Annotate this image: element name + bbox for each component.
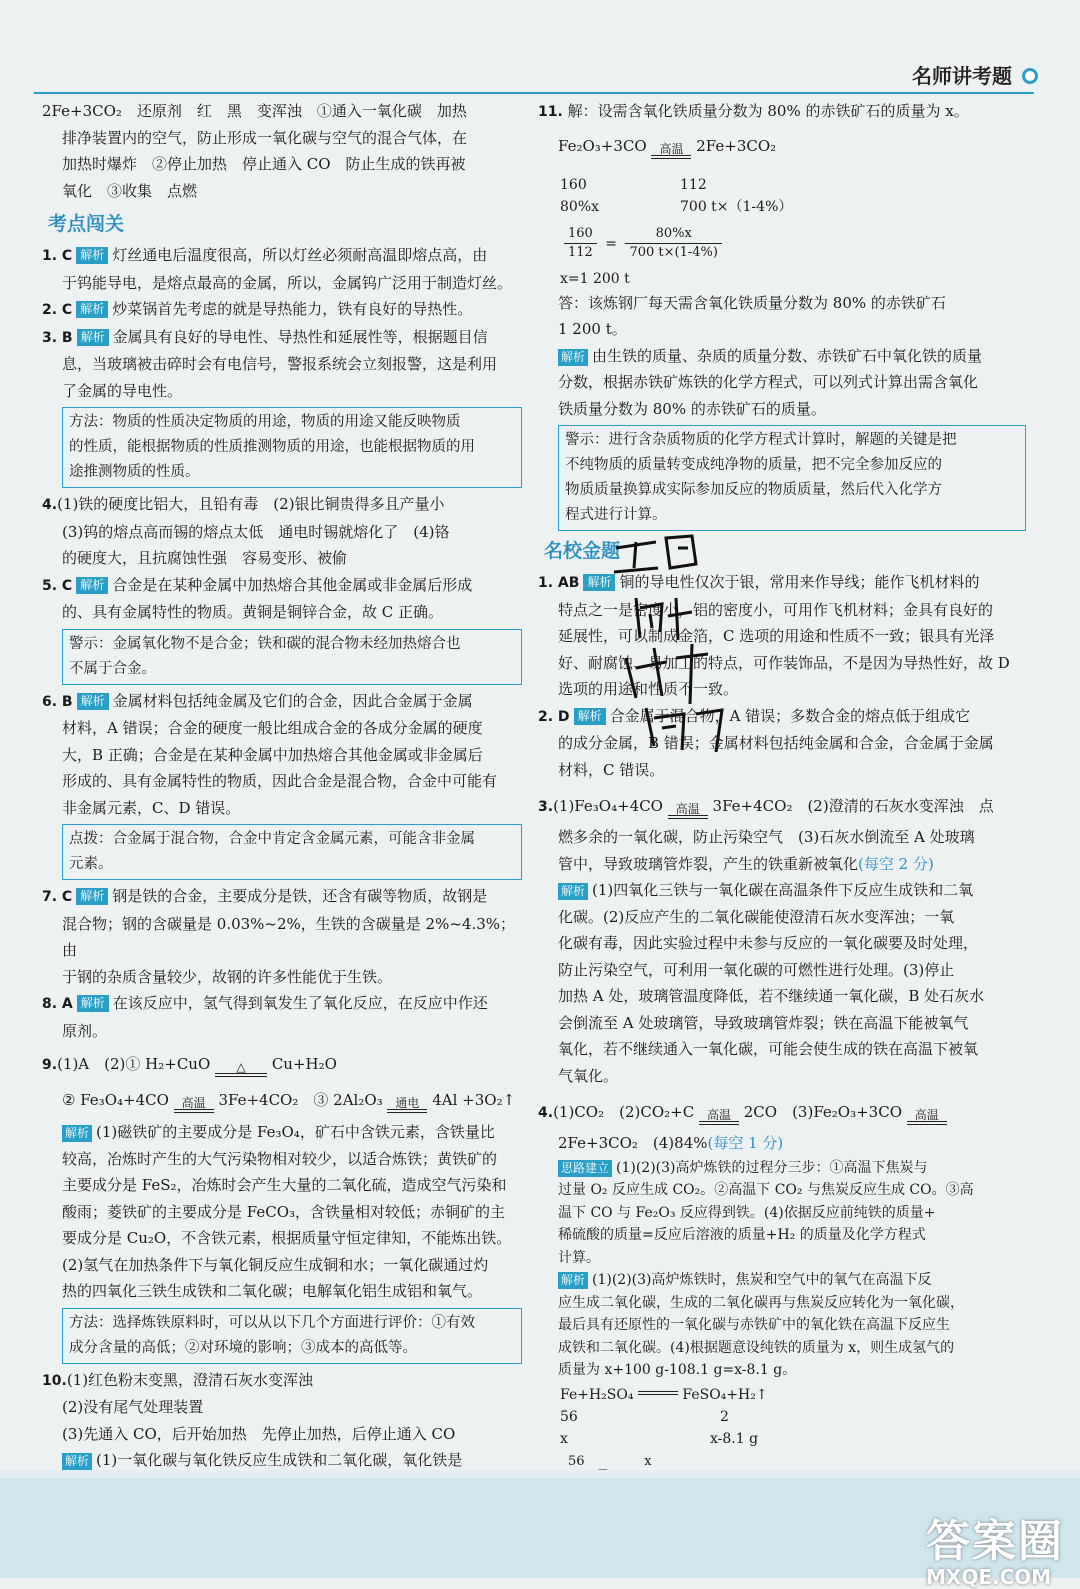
answer-text: 的、具有金属特性的物质。黄铜是铜锌合金，故 C 正确。 — [62, 603, 444, 621]
question-1 — [42, 242, 522, 296]
answer-text: 金属具有良好的导电性、导热性和延展性等，根据题目信 — [112, 327, 488, 346]
answer-text: 解：设需含氧化铁质量分数为 80% 的赤铁矿石的质量为 x。 — [567, 102, 969, 120]
answer-text: 合金是在某种金属中加热熔合其他金属或非金属后形成 — [112, 575, 473, 594]
warning-box — [62, 629, 522, 685]
box-text: 成分含量的高低；②对环境的影响；③成本的高低等。 — [69, 1339, 417, 1356]
answer-text: 灯丝通电后温度很高，所以灯丝必须耐高温即熔点高，由 — [112, 246, 488, 264]
analysis-tag: 解析 — [76, 888, 108, 905]
method-box — [62, 1308, 522, 1364]
box-text: 元素。 — [69, 856, 113, 872]
answer-text: 息，当玻璃被击碎时会有电信号，警报系统会立刻报警，这是利用 — [62, 355, 498, 373]
analysis-tag: 解析 — [77, 329, 109, 346]
answer-text: 于钢的杂质含量较少，故钢的许多性能优于生铁。 — [62, 967, 393, 986]
answer-text: 温下 CO 与 Fe₂O₃ 反应得到铁。(4)依据反应前纯铁的质量+ — [558, 1204, 936, 1221]
equation-arrow — [651, 143, 691, 159]
answer-text: 在该反应中，氢气得到氧发生了氧化反应，在反应中作还 — [112, 994, 488, 1012]
answer-text: 会倒流至 A 处玻璃管，导致玻璃管炸裂；铁在高温下能被氧气 — [558, 1013, 969, 1032]
answer-text: 氧化，若不继续通入一氧化碳，可能会使生成的铁在高温下被氧 — [558, 1040, 979, 1058]
answer-text: 燃多余的一氧化碳，防止污染空气 (3)石灰水倒流至 A 处玻璃 — [558, 828, 975, 846]
question-number: 1. C — [42, 248, 73, 264]
answer-text: 主要成分是 FeS₂，冶炼时会产生大量的二氧化硫，造成空气污染和 — [62, 1176, 507, 1194]
watermark-url: MXQE.COM — [926, 1565, 1052, 1589]
question-number: 9. — [42, 1057, 58, 1073]
watermark — [926, 1505, 1064, 1589]
analysis-tag: 解析 — [574, 708, 606, 725]
equation-text: Fe₂O₃+3CO — [558, 136, 647, 155]
answer-text: (1)红色粉末变黑，澄清石灰水变浑浊 — [66, 1370, 314, 1389]
answer-text: 加热 A 处，玻璃管温度降低，若不继续通一氧化碳，B 处石灰水 — [558, 987, 985, 1005]
equation-arrow — [638, 1391, 678, 1395]
analysis-tag: 解析 — [558, 349, 588, 366]
box-text: 警示：金属氧化物不是合金；铁和碳的混合物未经加热熔合也 — [69, 635, 461, 652]
answer-text: 分数，根据赤铁矿炼铁的化学方程式，可以列式计算出需含氧化 — [558, 373, 979, 391]
answer-text: 混合物；钢的含碳量是 0.03%~2%，生铁的含碳量是 2%~4.3%；由 — [62, 914, 516, 959]
answer-text: 于钨能导电，是熔点最高的金属，所以，金属钨广泛用于制造灯丝。 — [62, 273, 513, 292]
answer-text: (3)钨的熔点高而锡的熔点太低 通电时锡就熔化了 (4)铬 — [62, 522, 450, 541]
question-3 — [42, 324, 522, 405]
answer-text: (1)一氧化碳与氧化铁反应生成铁和二氧化碳，氧化铁是 — [96, 1451, 463, 1469]
equation-text: Cu+H₂O — [271, 1055, 337, 1073]
analysis-tag: 解析 — [558, 1272, 588, 1289]
header-title: 名师讲考题 — [912, 64, 1012, 88]
answer-text: 稀硫酸的质量=反应后溶液的质量+H₂ 的质量及化学方程式 — [558, 1227, 926, 1243]
answer-text: 的硬度大，且抗腐蚀性强 容易变形、被偷 — [62, 549, 348, 567]
watermark-logo: 答案圈 — [926, 1516, 1064, 1567]
left-column — [42, 98, 522, 1580]
answer-text: 质量为 x+100 g-108.1 g=x-8.1 g。 — [558, 1362, 797, 1378]
condition-text: 高温 — [706, 1108, 731, 1122]
answer-text: 计算。 — [558, 1249, 600, 1266]
analysis-tag: 解析 — [76, 577, 108, 594]
answer-text: 铜的导电性仅次于银，常用来作导线；能作飞机材料的 — [619, 573, 980, 591]
answer-text: 延展性，可以制成金箔，C 选项的用途和性质不一致；银具有光泽 — [558, 627, 995, 645]
question-2 — [42, 296, 522, 324]
answer-text: 合金属于混合物，A 错误；多数合金的熔点低于组成它 — [609, 706, 971, 725]
intro-line: 排净装置内的空气，防止形成一氧化碳与空气的混合气体，在 — [62, 128, 468, 147]
condition-text: △ — [236, 1060, 246, 1074]
equation-text: ② Fe₃O₄+4CO — [62, 1091, 169, 1109]
question-number: 11. — [538, 104, 563, 120]
answer-text: (1)(2)(3)高炉炼铁时，焦炭和空气中的氧气在高温下反 — [592, 1272, 932, 1288]
equation-text: (1)A (2)① H₂+CuO — [57, 1055, 211, 1073]
analysis-tag: 解析 — [62, 1125, 92, 1142]
equation-arrow — [699, 1109, 739, 1125]
answer-text: 要成分是 Cu₂O，不含铁元素，根据质量守恒定律知，不能炼出铁。 — [62, 1229, 512, 1247]
fraction-top: 56 — [564, 1453, 589, 1472]
answer-text: 较高，冶炼时产生的大气污染物相对较少，以适合炼铁；黄铁矿的 — [62, 1149, 498, 1168]
question-8 — [42, 990, 522, 1044]
question-number: 4. — [42, 497, 58, 513]
right-question-3 — [538, 789, 1026, 1089]
equation-arrow — [907, 1109, 947, 1125]
tip-box — [62, 824, 522, 880]
score-note: (每空 2 分) — [858, 854, 934, 873]
mass-value: x-8.1 g — [710, 1430, 759, 1447]
answer-text: 了金属的导电性。 — [62, 381, 183, 400]
answer-text: (1)磁铁矿的主要成分是 Fe₃O₄，矿石中含铁元素，含铁量比 — [96, 1123, 495, 1141]
answer-text: 气氧化。 — [558, 1066, 619, 1085]
box-text: 方法：物质的性质决定物质的用途，物质的用途又能反映物质 — [69, 414, 461, 430]
question-6 — [42, 688, 522, 822]
answer-text: 酸雨；菱铁矿的主要成分是 FeCO₃，含铁量相对较低；赤铜矿的主 — [62, 1202, 506, 1221]
answer-text: 材料，A 错误；合金的硬度一般比组成合金的各成分金属的硬度 — [62, 719, 483, 737]
equation-arrow — [387, 1097, 427, 1113]
box-text: 的性质，能根据物质的性质推测物质的用途，也能根据物质的用 — [69, 439, 475, 455]
analysis-tag: 解析 — [583, 574, 615, 591]
box-text: 途推测物质的性质。 — [69, 464, 200, 480]
analysis-tag: 解析 — [76, 247, 108, 264]
answer-text: (1)铁的硬度比铝大，且铅有毒 (2)银比铜贵得多且产量小 — [57, 495, 445, 513]
intro-line: 加热时爆炸 ②停止加热 停止通入 CO 防止生成的铁再被 — [62, 155, 466, 173]
answer-text: 过量 O₂ 反应生成 CO₂。②高温下 CO₂ 与焦炭反应生成 CO。③高 — [558, 1182, 974, 1198]
header-rule — [34, 92, 1034, 94]
analysis-tag: 解析 — [77, 693, 109, 710]
box-text: 点拨：合金属于混合物，合金中肯定含金属元素，可能含非金属 — [69, 831, 475, 847]
equation-arrow — [215, 1061, 267, 1077]
answer-text: 炒菜锅首先考虑的就是导热能力，铁有良好的导热性。 — [112, 300, 473, 318]
mass-value: 112 — [680, 176, 707, 193]
answer-text: 化碳有毒，因此实验过程中未参与反应的一氧化碳要及时处理， — [558, 934, 979, 952]
intro-block — [42, 98, 522, 204]
question-number: 8. A — [42, 996, 73, 1012]
answer-text: 由生铁的质量、杂质的质量分数、赤铁矿石中氧化铁的质量 — [592, 346, 983, 365]
mass-value: x — [560, 1430, 568, 1447]
fraction-bottom: 700 t×(1-4%) — [629, 245, 718, 260]
fraction-top: x — [617, 1453, 678, 1472]
answer-text: 钢是铁的合金，主要成分是铁，还含有碳等物质，故钢是 — [112, 887, 488, 905]
intro-line: 氧化 ③收集 点燃 — [62, 181, 198, 200]
mass-value: 56 — [560, 1408, 578, 1425]
analysis-tag: 解析 — [62, 1453, 92, 1470]
question-number: 2. C — [42, 302, 73, 318]
question-number: 3. B — [42, 329, 73, 346]
fraction — [564, 225, 597, 262]
fraction-bottom: 112 — [568, 245, 593, 260]
fraction — [625, 225, 722, 262]
answer-text: (2)氢气在加热条件下与氧化铜反应生成铜和水；一氧化碳通过灼 — [62, 1255, 489, 1274]
answer-text: 形成的、具有金属特性的物质，因此合金是混合物，合金中可能有 — [62, 772, 498, 790]
box-text: 物质质量换算成实际参加反应的物质质量，然后代入化学方 — [565, 482, 942, 498]
question-11: 11. 解：设需含氧化铁质量分数为 80% 的赤铁矿石的质量为 x。 Fe₂O₃+3CO 高温 2Fe+3CO₂ 160 112 80%x 700 t×（1-4%） $\frac{160}{112}$ = $\frac{80\%x}{700 t\times(1-4\%)}$ x=1 200 t 答：该炼钢厂每天需含氧化铁质量分数为 80% 的赤铁矿石 1 200 t。 解析 由生铁的质量、杂质的质量分数、赤铁矿石中氧化铁的质量 分数，根据赤铁矿炼铁的化学方程式，可以列式计算出需含氧化 铁质量分数为 80% 的赤铁矿石的质量。 — [538, 98, 1026, 422]
mass-value: 80%x — [560, 198, 600, 215]
analysis-tag: 解析 — [76, 301, 108, 318]
right-question-4 — [538, 1095, 1026, 1494]
answer-text: (3)先通入 CO，后开始加热 先停止加热，后停止通入 CO — [62, 1424, 456, 1443]
equation-text: (1)Fe₃O₄+4CO — [553, 797, 663, 815]
analysis-tag: 解析 — [558, 883, 588, 900]
answer-text: 好、耐腐蚀、易加工的特点，可作装饰品，不是因为导热性好，故 D — [558, 653, 1010, 672]
answer-text: 原剂。 — [62, 1021, 108, 1040]
answer-text: 答：该炼钢厂每天需含氧化铁质量分数为 80% 的赤铁矿石 — [558, 293, 946, 312]
question-number: 6. B — [42, 693, 73, 710]
result-text: x=1 200 t — [560, 270, 630, 287]
box-text: 警示：进行含杂质物质的化学方程式计算时，解题的关键是把 — [565, 432, 957, 448]
answer-text: 最后具有还原性的一氧化碳与赤铁矿中的氧化铁在高温下反应生 — [558, 1317, 950, 1333]
question-number: 7. C — [42, 889, 73, 905]
equation-arrow — [174, 1097, 214, 1113]
analysis-tag: 解析 — [77, 995, 109, 1012]
equation-text: 2CO (3)Fe₂O₃+3CO — [743, 1103, 902, 1121]
answer-text: 金属材料包括纯金属及它们的合金，因此合金属于金属 — [112, 691, 473, 710]
intro-line: 2Fe+3CO₂ 还原剂 红 黑 变浑浊 ①通入一氧化碳 加热 — [42, 102, 467, 120]
answer-text: 应生成二氧化碳，生成的二氧化碳再与焦炭反应转化为一氧化碳， — [558, 1294, 964, 1311]
mass-value: 2 — [720, 1408, 729, 1425]
equation-text: 3Fe+4CO₂ (2)澄清的石灰水变浑浊 点 — [712, 797, 994, 815]
answer-text: 管中，导致玻璃管炸裂，产生的铁重新被氧化 — [558, 854, 859, 873]
section-title-mingxiao: 名校金题 — [544, 540, 621, 562]
equation-text: 3Fe+4CO₂ — [218, 1091, 299, 1109]
question-5 — [42, 572, 522, 626]
answer-text: (1)四氧化三铁与一氧化碳在高温条件下反应生成铁和二氧 — [592, 881, 974, 899]
answer-text: 非金属元素，C、D 错误。 — [62, 798, 241, 817]
answer-text: 的成分金属，B 错误；金属材料包括纯金属和合金，合金属于金属 — [558, 734, 994, 752]
box-text: 程式进行计算。 — [565, 507, 667, 523]
answer-text: (2)没有尾气处理装置 — [62, 1398, 204, 1416]
equation-text: 2Fe+3CO₂ — [696, 136, 777, 155]
thinking-tag: 思路建立 — [558, 1160, 612, 1177]
condition-text: 高温 — [914, 1108, 939, 1122]
section-title-kaodian: 考点闯关 — [48, 213, 125, 235]
answer-text: 热的四氧化三铁生成铁和二氧化碳；电解氧化铝生成铝和氧气。 — [62, 1282, 483, 1300]
header-dot-icon — [1022, 68, 1038, 84]
score-note: (每空 1 分) — [707, 1134, 784, 1152]
answer-text: 化碳。(2)反应产生的二氧化碳能使澄清石灰水变浑浊；一氧 — [558, 907, 955, 926]
answer-text: 材料，C 错误。 — [558, 760, 665, 779]
mass-value: 700 t×（1-4%） — [680, 198, 793, 215]
method-box — [62, 407, 522, 488]
equation-arrow — [668, 803, 708, 819]
question-7 — [42, 883, 522, 990]
equation-text: 4Al +3O₂↑ — [432, 1091, 516, 1109]
handwriting-scribble — [596, 528, 746, 758]
condition-text: 高温 — [659, 141, 684, 156]
footer-band — [0, 1478, 1080, 1578]
box-text: 不属于合金。 — [69, 660, 156, 677]
answer-text: 成铁和二氧化碳。(4)根据题意设纯铁的质量为 x，则生成氢气的 — [558, 1339, 955, 1356]
equation-text: ③ 2Al₂O₃ — [313, 1091, 383, 1109]
condition-text: 高温 — [675, 802, 700, 816]
equation-text: (1)CO₂ (2)CO₂+C — [553, 1103, 695, 1121]
answer-text: (1)(2)(3)高炉炼铁的过程分三步：①高温下焦炭与 — [616, 1159, 928, 1176]
equation-text: Fe+H₂SO₄ — [560, 1386, 634, 1403]
question-number: 5. C — [42, 577, 73, 594]
question-number: 2. D — [538, 708, 570, 725]
condition-text: 高温 — [181, 1096, 206, 1110]
warning-box — [558, 425, 1026, 531]
question-4 — [42, 491, 522, 572]
answer-text: 特点之一是密度小，铝的密度小，可用作飞机材料；金具有良好的 — [558, 600, 994, 619]
question-number: 3. — [538, 799, 554, 815]
answer-text: 防止污染空气，可利用一氧化碳的可燃性进行处理。(3)停止 — [558, 960, 955, 979]
fraction-top: 160 — [564, 225, 597, 244]
box-text: 方法：选择炼铁原料时，可以从以下几个方面进行评价：①有效 — [69, 1314, 475, 1331]
mass-value: 160 — [560, 176, 587, 193]
fraction-top: 80%x — [625, 225, 722, 244]
answer-text: 1 200 t。 — [558, 320, 627, 338]
right-column — [538, 98, 1026, 1494]
answer-text: 大，B 正确；合金是在某种金属中加热熔合其他金属或非金属后 — [62, 745, 483, 764]
box-text: 不纯物质的质量转变成纯净物的质量，把不完全参加反应的 — [565, 457, 942, 473]
question-number: 4. — [538, 1105, 554, 1121]
question-number: 1. AB — [538, 575, 580, 591]
condition-text: 通电 — [395, 1096, 420, 1110]
answer-text: 铁质量分数为 80% 的赤铁矿石的质量。 — [558, 399, 826, 418]
question-9 — [42, 1048, 522, 1305]
question-number: 10. — [42, 1372, 67, 1389]
equation-text: 2Fe+3CO₂ (4)84% — [558, 1134, 708, 1152]
answer-text: 选项的用途和性质不一致。 — [558, 680, 739, 698]
equation-text: FeSO₄+H₂↑ — [682, 1386, 768, 1403]
